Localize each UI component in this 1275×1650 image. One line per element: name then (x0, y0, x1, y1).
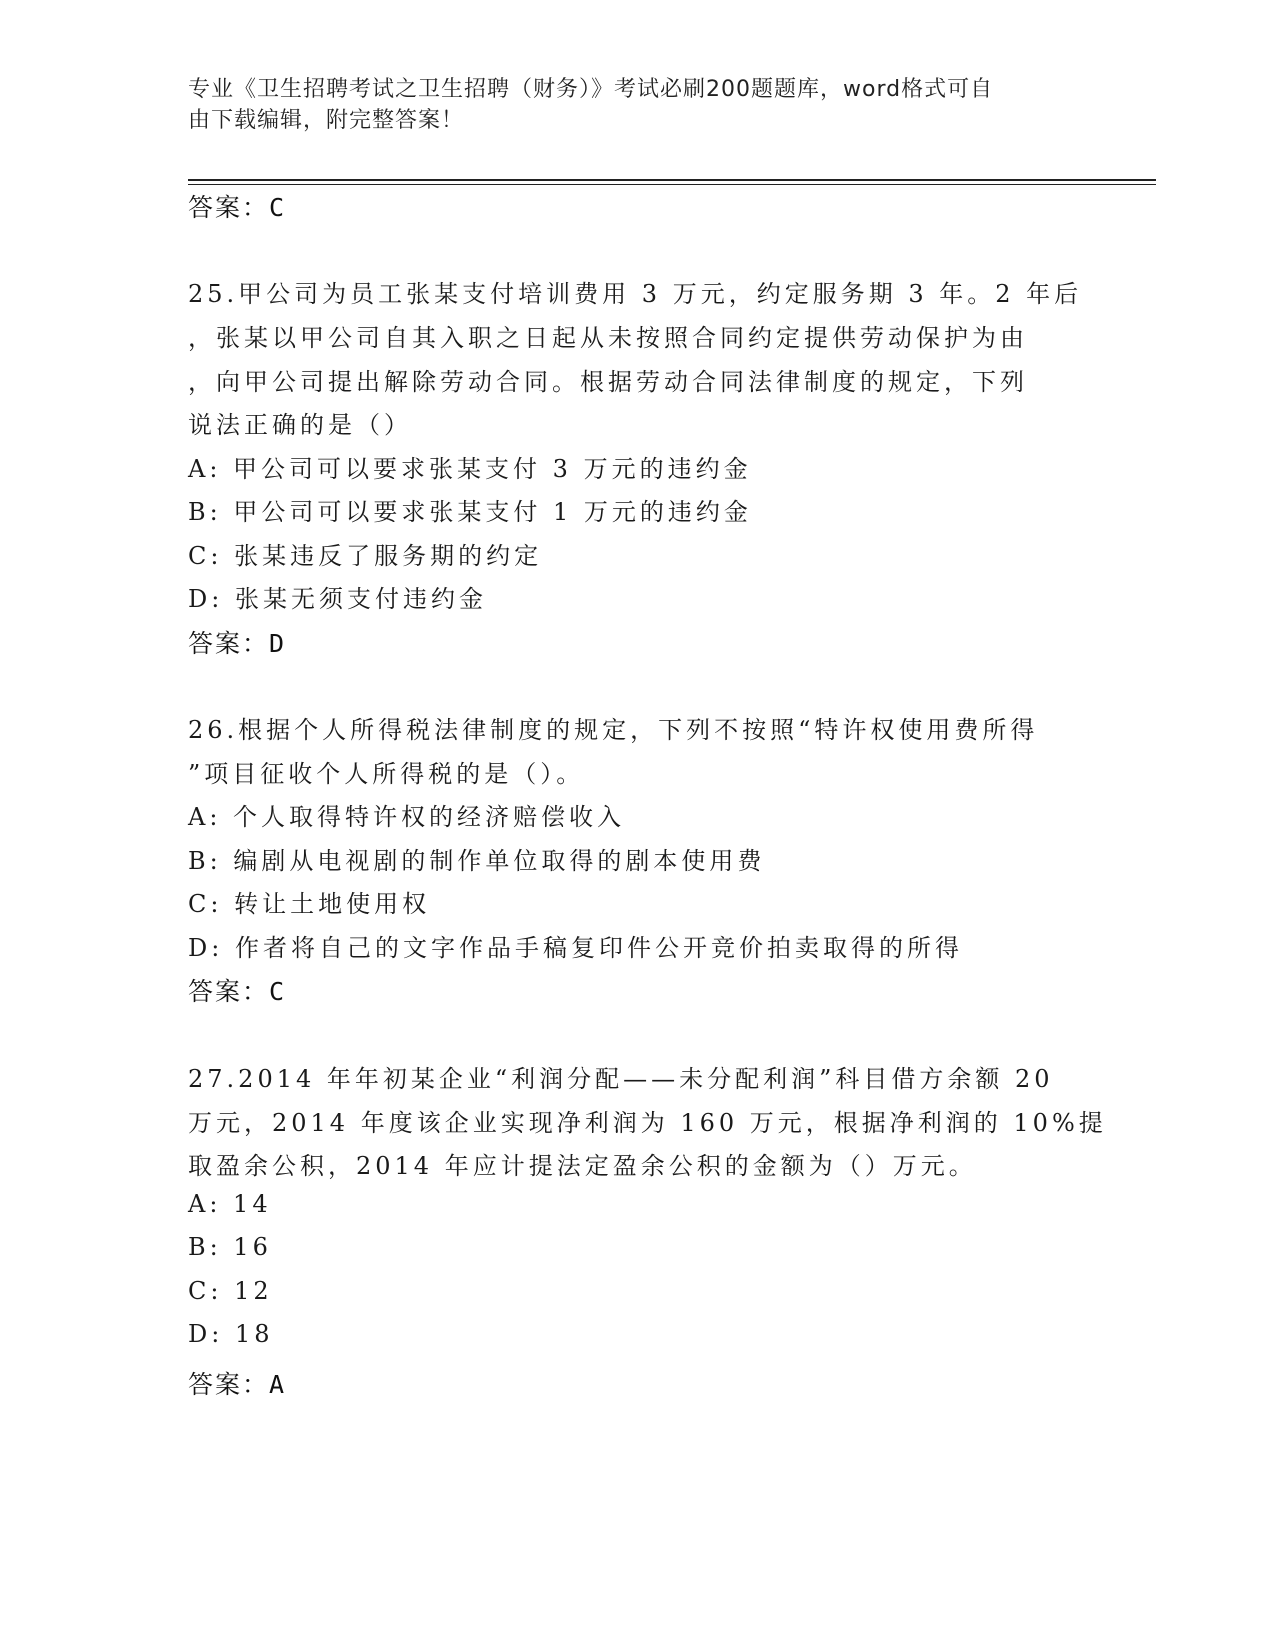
question-27-stem-line: 万元，2014 年度该企业实现净利润为 160 万元，根据净利润的 10%提 (188, 1109, 1107, 1137)
question-25-stem-line: ，张某以甲公司自其入职之日起从未按照合同约定提供劳动保护为由 (188, 324, 1028, 352)
header-title-line-1: 专业《卫生招聘考试之卫生招聘（财务）》考试必刷200题题库，word格式可自 (188, 77, 994, 102)
header-divider-thin (188, 184, 1156, 185)
question-25-stem-line: 25.甲公司为员工张某支付培训费用 3 万元，约定服务期 3 年。2 年后 (188, 280, 1083, 308)
question-25-option-a: A: 甲公司可以要求张某支付 3 万元的违约金 (188, 455, 752, 483)
answer-q26: 答案：C (188, 977, 287, 1006)
question-26-stem-line: 26.根据个人所得税法律制度的规定，下列不按照“特许权使用费所得 (188, 716, 1039, 744)
question-25-stem-line: ，向甲公司提出解除劳动合同。根据劳动合同法律制度的规定，下列 (188, 368, 1028, 396)
answer-q27: 答案：A (188, 1370, 287, 1399)
header-title-line-2: 由下载编辑，附完整答案！ (188, 108, 465, 133)
question-26-stem-line: ”项目征收个人所得税的是（）。 (188, 760, 585, 788)
question-25-option-c: C: 张某违反了服务期的约定 (188, 542, 543, 570)
question-25-stem-line: 说法正确的是（） (188, 411, 412, 439)
question-26-option-d: D: 作者将自己的文字作品手稿复印件公开竞价拍卖取得的所得 (188, 934, 963, 962)
header-divider-thick (188, 179, 1156, 181)
question-27-stem-line: 27.2014 年年初某企业“利润分配——未分配利润”科目借方余额 20 (188, 1065, 1054, 1093)
question-26-option-a: A: 个人取得特许权的经济赔偿收入 (188, 803, 626, 831)
question-26-option-c: C: 转让土地使用权 (188, 890, 431, 918)
question-27-option-a: A: 14 (188, 1190, 272, 1218)
question-26-option-b: B: 编剧从电视剧的制作单位取得的剧本使用费 (188, 847, 766, 875)
question-27-option-c: C: 12 (188, 1277, 273, 1305)
document-header (188, 74, 1068, 136)
question-25-option-d: D: 张某无须支付违约金 (188, 585, 487, 613)
answer-q24: 答案：C (188, 193, 287, 222)
answer-q25: 答案：D (188, 629, 287, 658)
question-27-option-d: D: 18 (188, 1320, 274, 1348)
question-25-option-b: B: 甲公司可以要求张某支付 1 万元的违约金 (188, 498, 752, 526)
question-27-option-b: B: 16 (188, 1233, 272, 1261)
question-27-stem-line: 取盈余公积，2014 年应计提法定盈余公积的金额为（）万元。 (188, 1152, 977, 1180)
